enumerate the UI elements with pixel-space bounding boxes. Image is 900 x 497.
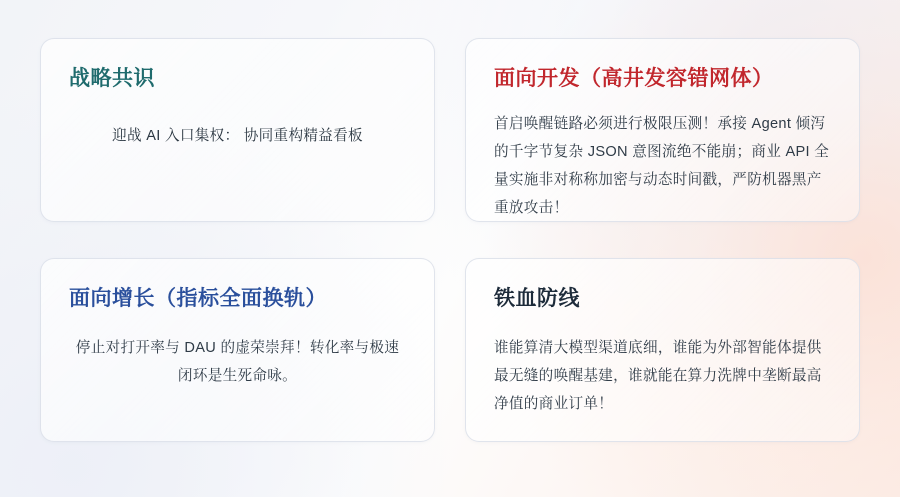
card-title: 战略共识 (69, 67, 155, 90)
card-title: 面向开发（高井发容错网体） (494, 67, 774, 90)
card-development[interactable] (465, 38, 860, 222)
card-title: 面向增长（指标全面换轨） (69, 287, 327, 310)
card-grid (40, 38, 860, 442)
card-body: 迎战 AI 入口集权： 协同重构精益看板 (112, 128, 363, 145)
card-body: 首启唤醒链路必须进行极限压测！承接 Agent 倾泻的千字节复杂 JSON 意图流绝不能崩；商业 API 全量实施非对称称加密与动态时间戳，严防机器黑产重放攻击！ (494, 116, 830, 217)
card-body: 谁能算清大模型渠道底细，谁能为外部智能体提供最无缝的唤醒基建，谁就能在算力洗牌中垄断最高净值的商业订单！ (494, 340, 822, 413)
card-title: 铁血防线 (494, 287, 580, 310)
card-defense-line[interactable] (465, 258, 860, 442)
card-body: 停止对打开率与 DAU 的虚荣崇拜！转化率与极速闭环是生死命咏。 (75, 340, 400, 385)
card-growth[interactable] (40, 258, 435, 442)
card-strategic-consensus[interactable] (40, 38, 435, 222)
